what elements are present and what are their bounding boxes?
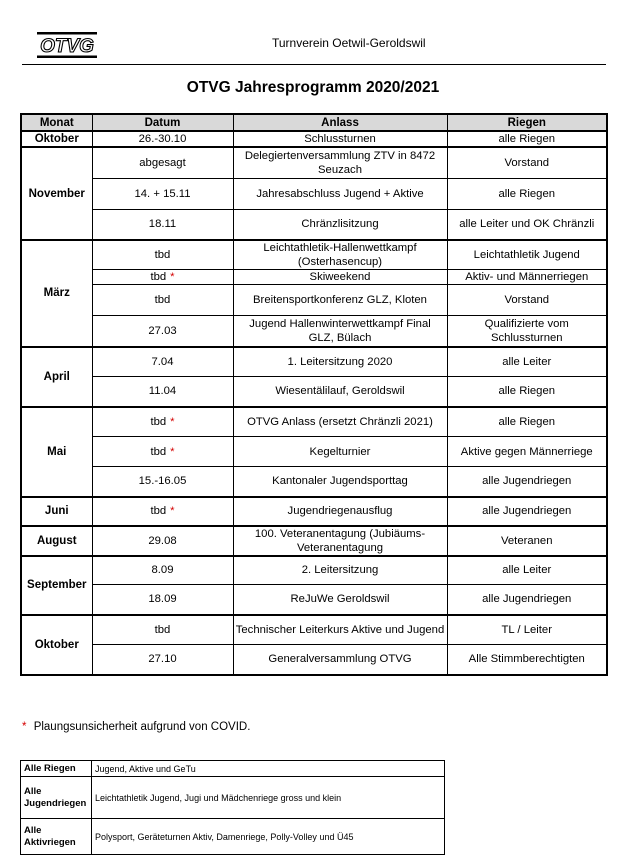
anlass-cell: Chränzlisitzung (233, 209, 447, 240)
riegen-cell: alle Jugendriegen (447, 585, 607, 615)
document-title: OTVG Jahresprogramm 2020/2021 (186, 79, 440, 96)
month-cell: August (21, 526, 92, 556)
anlass-cell: Jugend Hallenwinterwettkampf Final GLZ, Bülach (233, 316, 447, 347)
program-row (21, 497, 607, 526)
program-table-header (21, 114, 607, 131)
program-row (21, 407, 607, 437)
col-header-anlass: Anlass (233, 114, 447, 131)
program-row (21, 615, 607, 645)
month-cell: Oktober (21, 131, 92, 147)
datum-text: 8.09 (151, 564, 174, 577)
anlass-cell: Breitensportkonferenz GLZ, Kloten (233, 285, 447, 316)
legend-row (21, 761, 445, 777)
program-row (21, 467, 607, 497)
anlass-cell: Delegiertenversammlung ZTV in 8472 Seuzach (233, 147, 447, 178)
datum-cell (92, 270, 233, 285)
datum-cell (92, 147, 233, 178)
datum-cell (92, 437, 233, 467)
legend-row (21, 777, 445, 819)
anlass-cell: Wiesentälilauf, Geroldswil (233, 377, 447, 407)
datum-cell (92, 240, 233, 270)
datum-text: 29.08 (148, 534, 177, 547)
program-row (21, 131, 607, 147)
month-cell: Mai (21, 407, 92, 497)
riegen-cell: alle Leiter und OK Chränzli (447, 209, 607, 240)
datum-cell (92, 556, 233, 585)
datum-cell (92, 285, 233, 316)
anlass-cell: Jugendriegenausflug (233, 497, 447, 526)
riegen-cell: alle Riegen (447, 131, 607, 147)
riegen-cell: alle Leiter (447, 556, 607, 585)
anlass-cell: Skiweekend (233, 270, 447, 285)
legend-key: Alle Aktivriegen (21, 819, 92, 855)
program-row (21, 645, 607, 675)
riegen-cell: Vorstand (447, 147, 607, 178)
datum-text: 18.11 (148, 218, 177, 231)
datum-text: 14. + 15.11 (134, 187, 191, 200)
program-row (21, 147, 607, 178)
anlass-cell: Kegelturnier (233, 437, 447, 467)
datum-cell (92, 347, 233, 377)
riegen-cell: Qualifizierte vom Schlussturnen (447, 316, 607, 347)
riegen-cell: alle Jugendriegen (447, 467, 607, 497)
datum-text: abgesagt (139, 156, 186, 169)
legend-key: Alle Jugendriegen (21, 777, 92, 819)
riegen-cell: alle Riegen (447, 407, 607, 437)
legend-value: Polysport, Geräteturnen Aktiv, Damenriege, Polly-Volley und Ü45 (92, 819, 445, 855)
otvg-logo (36, 30, 98, 60)
program-row (21, 285, 607, 316)
datum-cell (92, 467, 233, 497)
datum-cell (92, 407, 233, 437)
riegen-cell: Aktive gegen Männerriege (447, 437, 607, 467)
datum-text: 7.04 (151, 355, 174, 368)
riegen-cell: Vorstand (447, 285, 607, 316)
program-row (21, 377, 607, 407)
anlass-cell: 1. Leitersitzung 2020 (233, 347, 447, 377)
month-cell: Juni (21, 497, 92, 526)
col-header-monat: Monat (21, 114, 92, 131)
datum-text: 18.09 (148, 593, 177, 606)
anlass-cell: Schlussturnen (233, 131, 447, 147)
col-header-riegen: Riegen (447, 114, 607, 131)
covid-marker: * (170, 505, 175, 517)
covid-marker: * (170, 271, 175, 283)
datum-text: tbd (150, 445, 167, 458)
anlass-cell: ReJuWe Geroldswil (233, 585, 447, 615)
riegen-cell: Alle Stimmberechtigten (447, 645, 607, 675)
datum-text: tbd (150, 505, 167, 517)
covid-marker: * (170, 445, 175, 458)
datum-text: tbd (154, 249, 171, 261)
datum-text: 26.-30.10 (138, 133, 187, 145)
legend-key: Alle Riegen (21, 761, 92, 777)
anlass-cell: Technischer Leiterkurs Aktive und Jugend (233, 615, 447, 645)
datum-cell (92, 526, 233, 556)
datum-cell (92, 585, 233, 615)
anlass-cell: Jahresabschluss Jugend + Aktive (233, 178, 447, 209)
covid-marker: * (22, 721, 27, 733)
datum-cell (92, 209, 233, 240)
anlass-cell: Leichtathletik-Hallenwettkampf (Osterhasencup) (233, 240, 447, 270)
riegen-cell: alle Jugendriegen (447, 497, 607, 526)
datum-text: tbd (154, 623, 171, 636)
program-row (21, 178, 607, 209)
datum-text: 15.-16.05 (138, 475, 187, 488)
covid-marker: * (170, 415, 175, 428)
riegen-cell: alle Leiter (447, 347, 607, 377)
datum-cell (92, 497, 233, 526)
legend-value: Leichtathletik Jugend, Jugi und Mädchenriege gross und klein (92, 777, 445, 819)
datum-cell (92, 131, 233, 147)
datum-cell (92, 316, 233, 347)
datum-text: tbd (150, 271, 167, 283)
footnote-text: Plaungsunsicherheit aufgrund von COVID. (33, 721, 251, 733)
riegen-cell: alle Riegen (447, 377, 607, 407)
riegen-legend-table (20, 760, 445, 855)
datum-cell (92, 615, 233, 645)
datum-text: 27.10 (148, 653, 177, 666)
program-row (21, 270, 607, 285)
anlass-cell: OTVG Anlass (ersetzt Chränzli 2021) (233, 407, 447, 437)
anlass-cell: Generalversammlung OTVG (233, 645, 447, 675)
month-cell: November (21, 147, 92, 240)
header-divider (22, 64, 606, 65)
datum-cell (92, 645, 233, 675)
month-cell: September (21, 556, 92, 615)
month-cell: März (21, 240, 92, 347)
logo-text: OTVG (40, 36, 94, 57)
anlass-cell: 100. Veteranentagung (Jubiäums-Veteranentagung (233, 526, 447, 556)
legend-row (21, 819, 445, 855)
program-row (21, 526, 607, 556)
datum-cell (92, 178, 233, 209)
covid-footnote (22, 721, 250, 733)
riegen-cell: Leichtathletik Jugend (447, 240, 607, 270)
datum-text: tbd (154, 294, 171, 306)
program-table (20, 113, 608, 676)
datum-text: 11.04 (148, 385, 177, 398)
riegen-cell: Aktiv- und Männerriegen (447, 270, 607, 285)
organization-name: Turnverein Oetwil-Geroldswil (272, 36, 426, 50)
col-header-datum: Datum (92, 114, 233, 131)
program-row (21, 585, 607, 615)
datum-text: 27.03 (148, 324, 177, 337)
month-cell: April (21, 347, 92, 407)
program-row (21, 209, 607, 240)
riegen-cell: TL / Leiter (447, 615, 607, 645)
program-row (21, 316, 607, 347)
program-row (21, 556, 607, 585)
anlass-cell: Kantonaler Jugendsporttag (233, 467, 447, 497)
anlass-cell: 2. Leitersitzung (233, 556, 447, 585)
program-row (21, 347, 607, 377)
datum-cell (92, 377, 233, 407)
month-cell: Oktober (21, 615, 92, 675)
datum-text: tbd (150, 415, 167, 428)
riegen-cell: Veteranen (447, 526, 607, 556)
program-row (21, 240, 607, 270)
riegen-cell: alle Riegen (447, 178, 607, 209)
program-row (21, 437, 607, 467)
legend-value: Jugend, Aktive und GeTu (92, 761, 445, 777)
